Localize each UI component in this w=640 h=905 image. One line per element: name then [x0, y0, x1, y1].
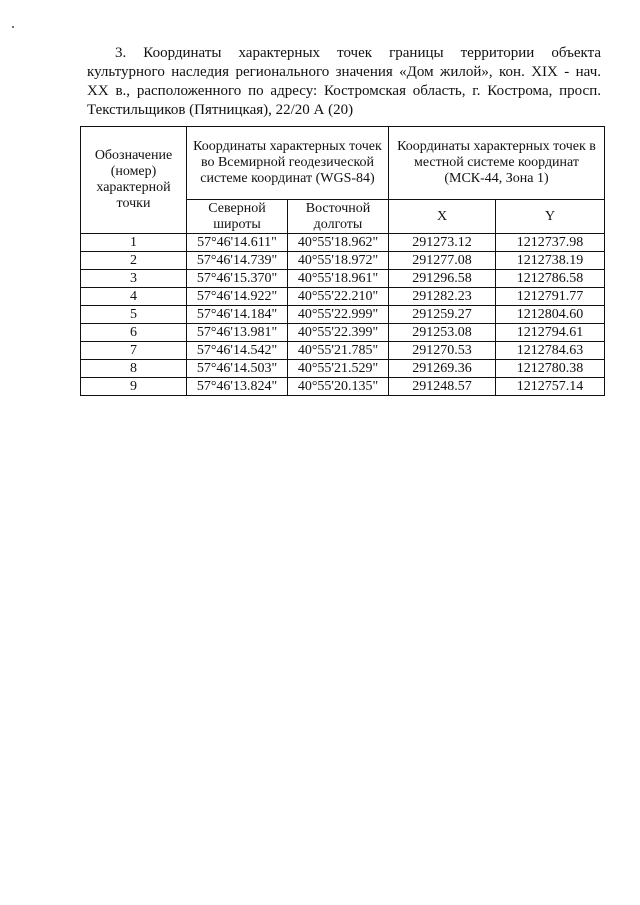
cell-x: 291259.27 [389, 306, 496, 324]
cell-x: 291253.08 [389, 324, 496, 342]
cell-point: 8 [81, 360, 187, 378]
cell-x: 291273.12 [389, 234, 496, 252]
cell-point: 2 [81, 252, 187, 270]
cell-x: 291269.36 [389, 360, 496, 378]
header-msk44: Координаты характерных точек в местной системе координат (МСК-44, Зона 1) [389, 127, 605, 200]
table-row [81, 378, 605, 396]
scan-speck [12, 26, 14, 28]
cell-x: 291282.23 [389, 288, 496, 306]
cell-y: 1212791.77 [496, 288, 605, 306]
cell-y: 1212757.14 [496, 378, 605, 396]
table-row [81, 270, 605, 288]
cell-latitude: 57°46'13.981" [187, 324, 288, 342]
table-row [81, 342, 605, 360]
cell-longitude: 40°55'22.999" [288, 306, 389, 324]
table-row [81, 306, 605, 324]
cell-longitude: 40°55'18.972" [288, 252, 389, 270]
cell-point: 4 [81, 288, 187, 306]
cell-longitude: 40°55'22.399" [288, 324, 389, 342]
coordinates-table [80, 126, 605, 396]
header-x: X [389, 200, 496, 234]
cell-y: 1212780.38 [496, 360, 605, 378]
cell-y: 1212786.58 [496, 270, 605, 288]
cell-longitude: 40°55'22.210" [288, 288, 389, 306]
cell-point: 9 [81, 378, 187, 396]
cell-y: 1212784.63 [496, 342, 605, 360]
cell-point: 1 [81, 234, 187, 252]
cell-y: 1212794.61 [496, 324, 605, 342]
header-y: Y [496, 200, 605, 234]
cell-latitude: 57°46'13.824" [187, 378, 288, 396]
section-heading: 3. Координаты характерных точек границы территории объекта культурного наследия регионального значения «Дом жилой», кон. XIX - нач. XX в., расположенного по адресу: Костромская область, г. Кострома, просп. Текстильщиков (Пятницкая), 22/20 А (20) [87, 45, 601, 118]
cell-y: 1212737.98 [496, 234, 605, 252]
header-point-number: Обозначение (номер) характерной точки [81, 127, 187, 234]
cell-latitude: 57°46'14.922" [187, 288, 288, 306]
table-row [81, 324, 605, 342]
cell-x: 291248.57 [389, 378, 496, 396]
cell-point: 5 [81, 306, 187, 324]
cell-y: 1212738.19 [496, 252, 605, 270]
cell-latitude: 57°46'14.503" [187, 360, 288, 378]
table-row [81, 234, 605, 252]
cell-latitude: 57°46'15.370" [187, 270, 288, 288]
cell-longitude: 40°55'18.961" [288, 270, 389, 288]
header-wgs84: Координаты характерных точек во Всемирной геодезической системе координат (WGS-84) [187, 127, 389, 200]
cell-latitude: 57°46'14.184" [187, 306, 288, 324]
header-north-latitude: Северной широты [187, 200, 288, 234]
cell-latitude: 57°46'14.611" [187, 234, 288, 252]
table-row [81, 360, 605, 378]
table-row [81, 288, 605, 306]
cell-point: 6 [81, 324, 187, 342]
cell-point: 3 [81, 270, 187, 288]
table-header [81, 127, 605, 234]
header-east-longitude: Восточной долготы [288, 200, 389, 234]
cell-latitude: 57°46'14.542" [187, 342, 288, 360]
table-row [81, 252, 605, 270]
table-body [81, 234, 605, 396]
cell-x: 291296.58 [389, 270, 496, 288]
cell-longitude: 40°55'20.135" [288, 378, 389, 396]
cell-y: 1212804.60 [496, 306, 605, 324]
cell-latitude: 57°46'14.739" [187, 252, 288, 270]
cell-longitude: 40°55'21.785" [288, 342, 389, 360]
cell-point: 7 [81, 342, 187, 360]
cell-longitude: 40°55'21.529" [288, 360, 389, 378]
cell-longitude: 40°55'18.962" [288, 234, 389, 252]
cell-x: 291277.08 [389, 252, 496, 270]
cell-x: 291270.53 [389, 342, 496, 360]
